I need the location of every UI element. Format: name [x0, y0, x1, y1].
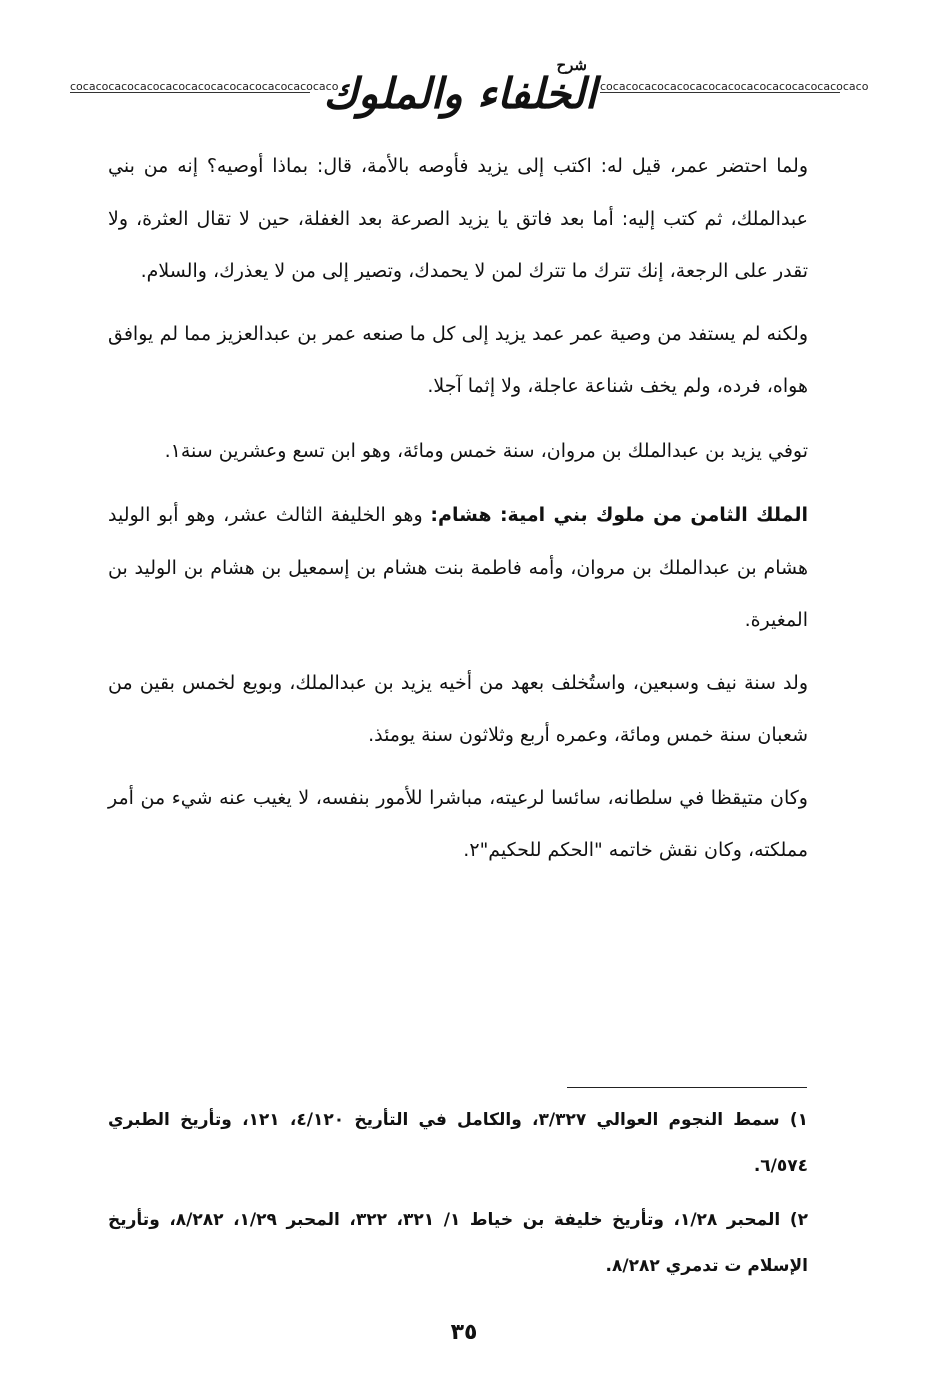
paragraph: وكان متيقظا في سلطانه، سائسا لرعيته، مباشرا للأمور بنفسه، لا يغيب عنه شيء من أمر مملكته، وكان نقش خاتمه "الحكم للحكيم"٢.	[108, 786, 808, 861]
section-heading: الملك الثامن من ملوك بني امية: هشام:	[430, 504, 808, 526]
header-prefix: شرح	[556, 56, 587, 74]
footnote: ٢) المحبر ١/٢٨، وتأريخ خليفة بن خياط ١/ ٣٢١، ٣٢٢، المحبر ١/٢٩، ٨/٢٨٢، وتأريخ الإسلام ت تدمري ٨/٢٨٢.	[108, 1210, 808, 1276]
header-title: الخلفاء والملوك	[323, 69, 597, 118]
main-text	[108, 140, 808, 895]
footnote-separator	[567, 1087, 807, 1088]
header-ornament-right: cocacocacocacocacocacocacocacocacocacocaco	[600, 80, 869, 93]
paragraph: توفي يزيد بن عبدالملك بن مروان، سنة خمس ومائة، وهو ابن تسع وعشرين سنة١.	[164, 439, 808, 462]
paragraph: ولكنه لم يستفد من وصية عمر عمد يزيد إلى كل ما صنعه عمر بن عبدالعزيز مما لم يوافق هواه، فرده، ولم يخف شناعة عاجلة، ولا إثما آجلا.	[108, 322, 808, 397]
paragraph-with-heading	[108, 489, 808, 647]
footnote: ١) سمط النجوم العوالي ٣/٣٢٧، والكامل في التأريخ ٤/١٢٠، ١٢١، وتأريخ الطبري ٦/٥٧٤.	[108, 1110, 808, 1176]
footnotes	[108, 1097, 808, 1297]
header-title-block	[315, 46, 605, 134]
header-ornament-left: cocacocacocacocacocacocacocacocacocacocaco	[70, 80, 339, 93]
page-number: ٣٥	[450, 1320, 478, 1345]
page-header	[70, 40, 869, 135]
paragraph: ولد سنة نيف وسبعين، واستُخلف بعهد من أخيه يزيد بن عبدالملك، وبويع لخمس بقين من شعبان سنة خمس ومائة، وعمره أربع وثلاثون سنة يومئذ.	[108, 671, 808, 746]
paragraph-text: وهو الخليفة الثالث عشر، وهو أبو الوليد هشام بن عبدالملك بن مروان، وأمه فاطمة بنت هشام بن إسمعيل بن هشام بن الوليد بن المغيرة.	[108, 504, 808, 631]
paragraph: ولما احتضر عمر، قيل له: اكتب إلى يزيد فأوصه بالأمة، قال: بماذا أوصيه؟ إنه من بني عبدالملك، ثم كتب إليه: أما بعد فاتق يا يزيد الصرعة بعد الغفلة، حين لا تقال العثرة، ولا تقدر على الرجعة، إنك تترك ما تترك لمن لا يحمدك، وتصير إلى من لا يعذرك، والسلام.	[108, 155, 808, 282]
